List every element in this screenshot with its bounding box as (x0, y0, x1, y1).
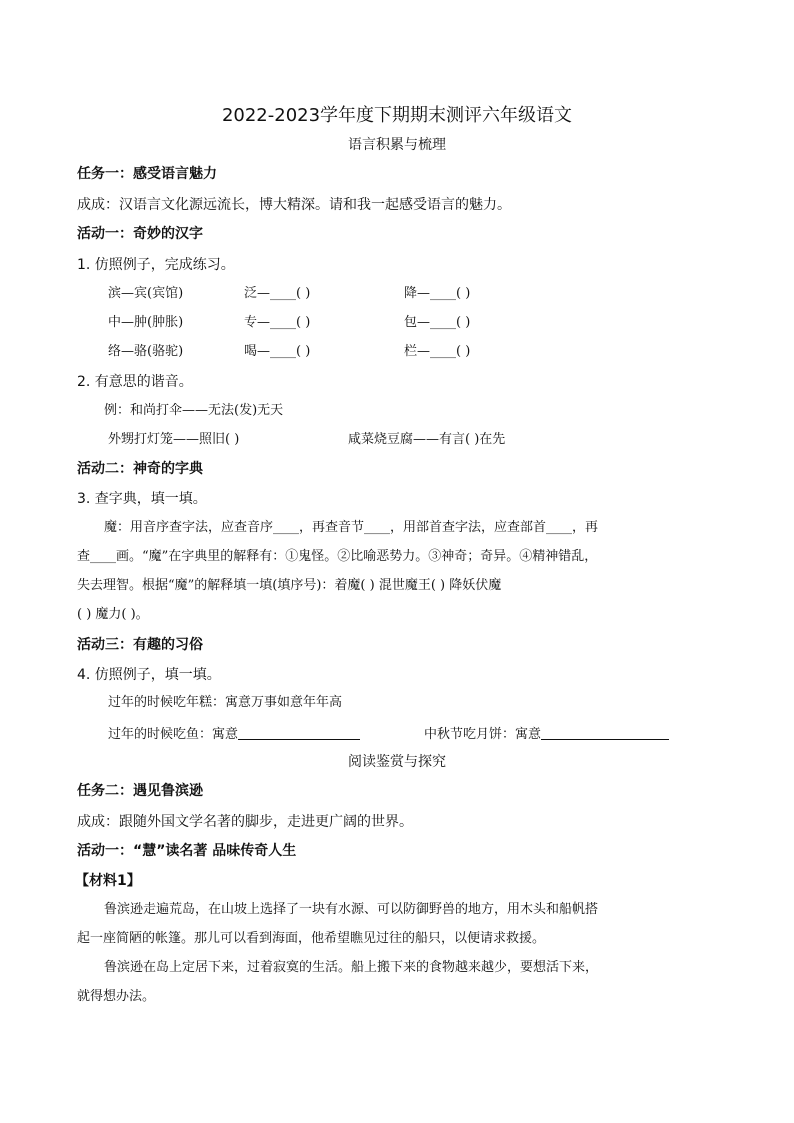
section-heading-reading: 阅读鉴赏与探究 (348, 754, 446, 770)
q3-line2: 查____画。“魔”在字典里的解释有：①鬼怪。②比喻恶势力。③神奇；奇异。④精神错乱， (77, 549, 598, 564)
q1-row1-item2: 泛—____( ) (244, 286, 311, 301)
q2-example: 例：和尚打伞——无法(发)无天 (104, 403, 284, 418)
material-1-p2-line2: 就得想办法。 (77, 989, 156, 1004)
activity1-heading: 活动一：奇妙的汉字 (77, 226, 203, 242)
activity3-heading: 活动三：有趣的习俗 (77, 637, 203, 653)
page-title: 2022-2023学年度下期期末测评六年级语文 (221, 105, 573, 126)
q4-item-b (424, 726, 669, 741)
question-2: 2. 有意思的谐音。 (77, 374, 193, 390)
q3-line3: 失去理智。根据“魔”的解释填一填(填序号)：着魔( ) 混世魔王( ) 降妖伏魔 (77, 578, 502, 593)
material-1-p1-line2: 起一座简陋的帐篷。那儿可以看到海面，他希望瞧见过往的船只，以便请求救援。 (77, 931, 546, 946)
q4-item-a (108, 726, 360, 741)
section-heading-accumulation: 语言积累与梳理 (348, 137, 446, 153)
q4-example: 过年的时候吃年糕：寓意万事如意年年高 (108, 695, 343, 710)
task2-activity1-heading: 活动一：“慧”读名著 品味传奇人生 (77, 843, 297, 859)
q1-row3-item2: 喝—____( ) (244, 344, 311, 359)
q4-item-b-blank (541, 726, 669, 740)
task2-intro: 成成：跟随外国文学名著的脚步，走进更广阔的世界。 (77, 814, 413, 830)
q1-row1-item3: 降—____( ) (404, 286, 471, 301)
task2-heading: 任务二：遇见鲁滨逊 (77, 783, 203, 799)
question-1: 1. 仿照例子，完成练习。 (77, 257, 235, 273)
activity2-heading: 活动二：神奇的字典 (77, 461, 203, 477)
question-4: 4. 仿照例子，填一填。 (77, 667, 221, 683)
q1-row1-example: 滨—宾(宾馆) (108, 286, 184, 301)
material-1-p1-line1: 鲁滨逊走遍荒岛，在山坡上选择了一块有水源、可以防御野兽的地方，用木头和船帆搭 (104, 902, 599, 917)
task1-heading: 任务一：感受语言魅力 (77, 166, 217, 182)
material-1-label: 【材料1】 (75, 873, 141, 889)
q1-row2-item3: 包—____( ) (404, 315, 471, 330)
q2-item-a: 外甥打灯笼——照旧( ) (108, 432, 240, 447)
material-1-p2-line1: 鲁滨逊在岛上定居下来，过着寂寞的生活。船上搬下来的食物越来越少，要想活下来， (104, 960, 599, 975)
q3-line4: ( ) 魔力( )。 (77, 607, 149, 622)
q4-item-b-label: 中秋节吃月饼：寓意 (424, 727, 542, 742)
q1-row2-item2: 专—____( ) (244, 315, 311, 330)
task1-intro: 成成：汉语言文化源远流长，博大精深。请和我一起感受语言的魅力。 (77, 197, 511, 213)
q4-item-a-blank (238, 726, 360, 740)
q4-item-a-label: 过年的时候吃鱼：寓意 (108, 727, 239, 742)
q2-item-b: 咸菜烧豆腐——有言( )在先 (348, 432, 506, 447)
q1-row3-example: 络—骆(骆驼) (108, 344, 184, 359)
q1-row3-item3: 栏—____( ) (404, 344, 471, 359)
q1-row2-example: 中—肿(肿胀) (108, 315, 184, 330)
q3-line1: 魔：用音序查字法，应查音序____，再查音节____，用部首查字法，应查部首____，再 (104, 520, 599, 535)
question-3: 3. 查字典，填一填。 (77, 491, 207, 507)
